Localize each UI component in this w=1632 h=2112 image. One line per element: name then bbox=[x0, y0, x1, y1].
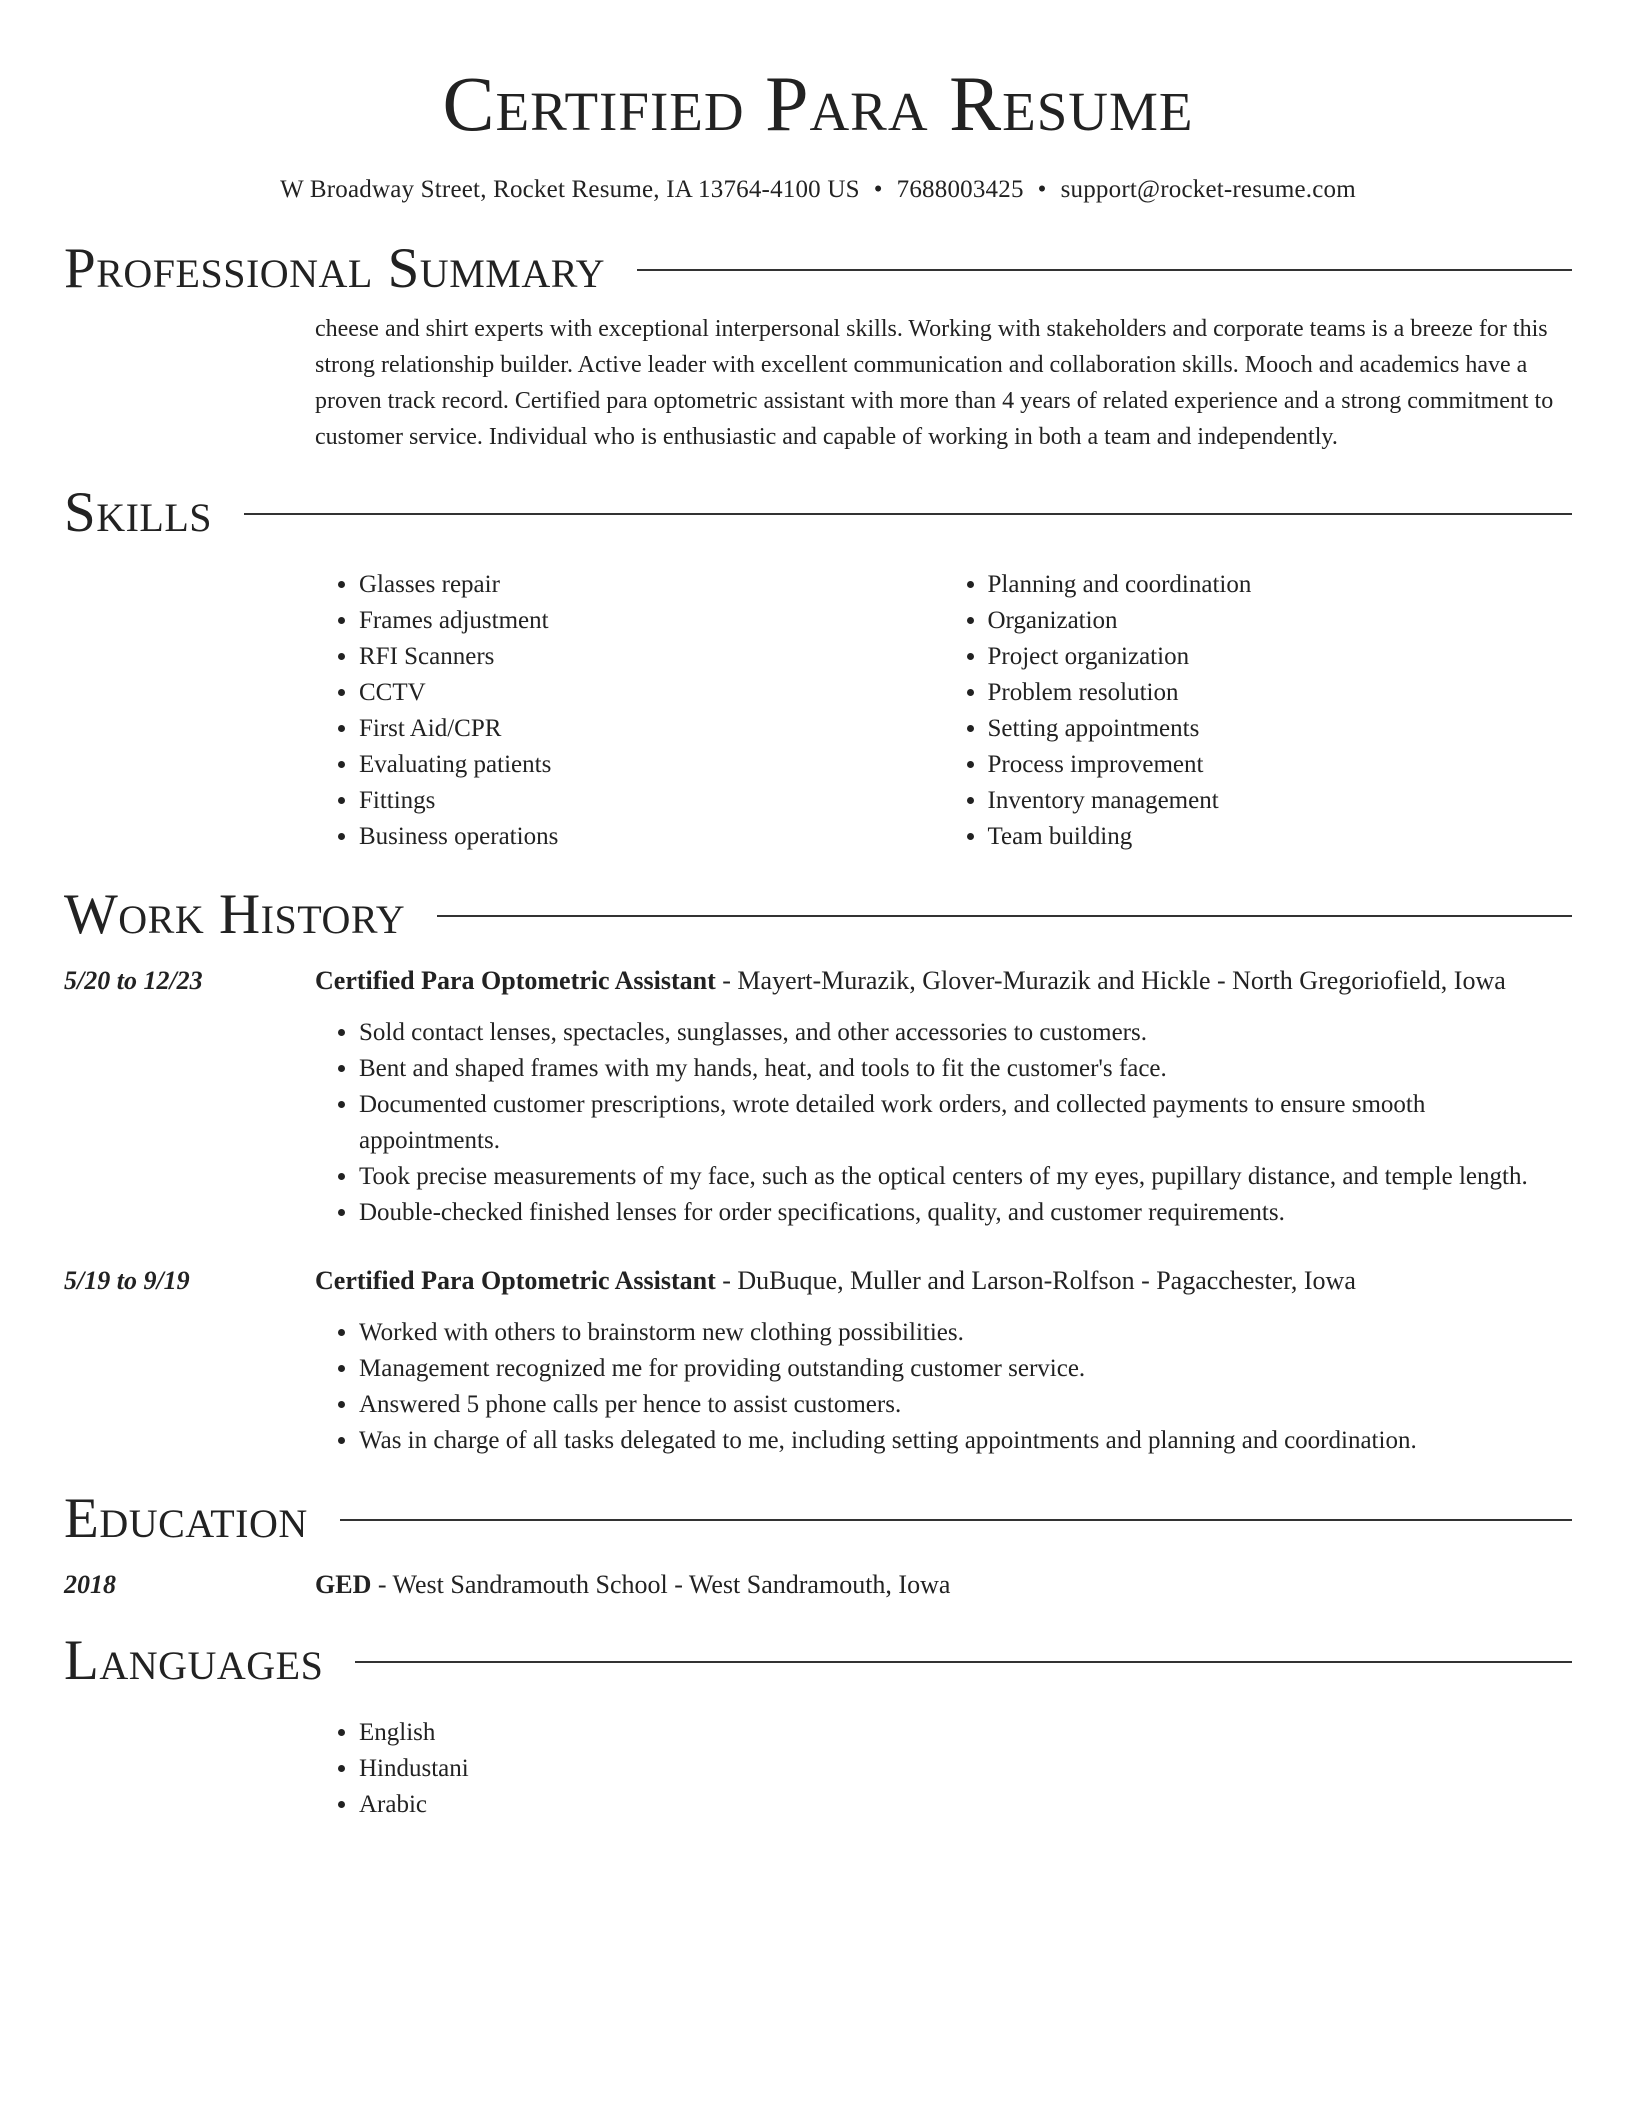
job-bullet: • Double-checked finished lenses for order specifications, quality, and customer requirements. bbox=[359, 1195, 1572, 1231]
contact-separator: • bbox=[873, 176, 883, 203]
summary-body bbox=[315, 311, 1572, 455]
contact-separator: • bbox=[1037, 176, 1047, 203]
job-bullet: • Took precise measurements of my face, such as the optical centers of my eyes, pupillary distance, and temple length. bbox=[359, 1159, 1572, 1195]
job-bullet: • Management recognized me for providing outstanding customer service. bbox=[359, 1351, 1572, 1387]
skill-item: • Setting appointments bbox=[988, 711, 1573, 747]
section-divider bbox=[244, 513, 1572, 515]
language-item: • English bbox=[359, 1715, 1572, 1751]
skill-item: • CCTV bbox=[359, 675, 944, 711]
languages-body bbox=[315, 1715, 1572, 1823]
skills-list-right bbox=[944, 567, 1573, 855]
job-entry bbox=[64, 963, 1572, 1231]
job-bullets bbox=[315, 1315, 1572, 1459]
summary-section-header bbox=[64, 237, 1572, 301]
section-divider bbox=[355, 1661, 1572, 1663]
section-title-work: Work History bbox=[64, 883, 406, 946]
skill-item: • RFI Scanners bbox=[359, 639, 944, 675]
section-title-summary: Professional Summary bbox=[64, 237, 606, 300]
contact-line bbox=[64, 174, 1572, 206]
language-item: • Hindustani bbox=[359, 1751, 1572, 1787]
job-bullet: • Was in charge of all tasks delegated to me, including setting appointments and planning and coordination. bbox=[359, 1423, 1572, 1459]
skill-item: • Problem resolution bbox=[988, 675, 1573, 711]
section-divider bbox=[340, 1519, 1572, 1521]
section-divider bbox=[637, 269, 1572, 271]
section-title-languages: Languages bbox=[64, 1629, 324, 1692]
job-bullet: • Bent and shaped frames with my hands, heat, and tools to fit the customer's face. bbox=[359, 1051, 1572, 1087]
job-entry bbox=[64, 1263, 1572, 1459]
job-bullets bbox=[315, 1015, 1572, 1231]
job-role: Certified Para Optometric Assistant bbox=[315, 966, 716, 995]
section-divider bbox=[437, 915, 1572, 917]
job-role: Certified Para Optometric Assistant bbox=[315, 1266, 716, 1295]
resume-page bbox=[64, 0, 1572, 1823]
skill-item: • Team building bbox=[988, 819, 1573, 855]
skill-item: • Business operations bbox=[359, 819, 944, 855]
job-bullet: • Answered 5 phone calls per hence to assist customers. bbox=[359, 1387, 1572, 1423]
skill-item: • Process improvement bbox=[988, 747, 1573, 783]
education-degree: GED bbox=[315, 1570, 372, 1599]
language-item: • Arabic bbox=[359, 1787, 1572, 1823]
contact-email: support@rocket-resume.com bbox=[1060, 176, 1356, 203]
education-entry bbox=[64, 1567, 1572, 1603]
resume-name: Certified Para Resume bbox=[442, 60, 1194, 147]
section-title-skills: Skills bbox=[64, 481, 213, 544]
education-school: - West Sandramouth School - West Sandramouth, Iowa bbox=[371, 1570, 951, 1599]
skills-section-header bbox=[64, 481, 1572, 545]
languages-list bbox=[315, 1715, 1572, 1823]
skill-item: • Evaluating patients bbox=[359, 747, 944, 783]
section-title-education: Education bbox=[64, 1487, 308, 1550]
summary-text: cheese and shirt experts with exceptional interpersonal skills. Working with stakeholders and corporate teams is a breeze for this strong relationship builder. Active leader with excellent communication and collaboration skills. Mooch and academics have a proven track record. Certified para optometric assistant with more than 4 years of related experience and a strong commitment to customer service. Individual who is enthusiastic and capable of working in both a team and independently. bbox=[315, 316, 1554, 450]
skills-list-left bbox=[315, 567, 944, 855]
contact-phone: 7688003425 bbox=[896, 176, 1024, 203]
skill-item: • Glasses repair bbox=[359, 567, 944, 603]
job-employer: - DuBuque, Muller and Larson-Rolfson - Pagacchester, Iowa bbox=[715, 1266, 1356, 1295]
skill-item: • Organization bbox=[988, 603, 1573, 639]
skill-item: • Frames adjustment bbox=[359, 603, 944, 639]
job-details bbox=[315, 1263, 1572, 1459]
skill-item: • First Aid/CPR bbox=[359, 711, 944, 747]
skill-item: • Fittings bbox=[359, 783, 944, 819]
job-employer: - Mayert-Murazik, Glover-Murazik and Hickle - North Gregoriofield, Iowa bbox=[715, 966, 1506, 995]
skills-grid bbox=[315, 567, 1572, 855]
skill-item: • Planning and coordination bbox=[988, 567, 1573, 603]
job-dates: 5/19 to 9/19 bbox=[64, 1266, 190, 1295]
contact-address: W Broadway Street, Rocket Resume, IA 13764-4100 US bbox=[280, 176, 860, 203]
job-title-line bbox=[315, 1263, 1572, 1299]
job-bullet: • Sold contact lenses, spectacles, sunglasses, and other accessories to customers. bbox=[359, 1015, 1572, 1051]
job-dates: 5/20 to 12/23 bbox=[64, 966, 203, 995]
education-section-header bbox=[64, 1487, 1572, 1551]
job-title-line bbox=[315, 963, 1572, 999]
education-details bbox=[315, 1567, 1572, 1603]
resume-header bbox=[64, 0, 1572, 206]
job-details bbox=[315, 963, 1572, 1231]
skill-item: • Inventory management bbox=[988, 783, 1573, 819]
education-year: 2018 bbox=[64, 1570, 116, 1599]
job-bullet: • Worked with others to brainstorm new clothing possibilities. bbox=[359, 1315, 1572, 1351]
job-bullet: • Documented customer prescriptions, wrote detailed work orders, and collected payments to ensure smooth appointments. bbox=[359, 1087, 1572, 1159]
work-section-header bbox=[64, 883, 1572, 947]
skill-item: • Project organization bbox=[988, 639, 1573, 675]
education-title-line bbox=[315, 1567, 1572, 1603]
languages-section-header bbox=[64, 1629, 1572, 1693]
